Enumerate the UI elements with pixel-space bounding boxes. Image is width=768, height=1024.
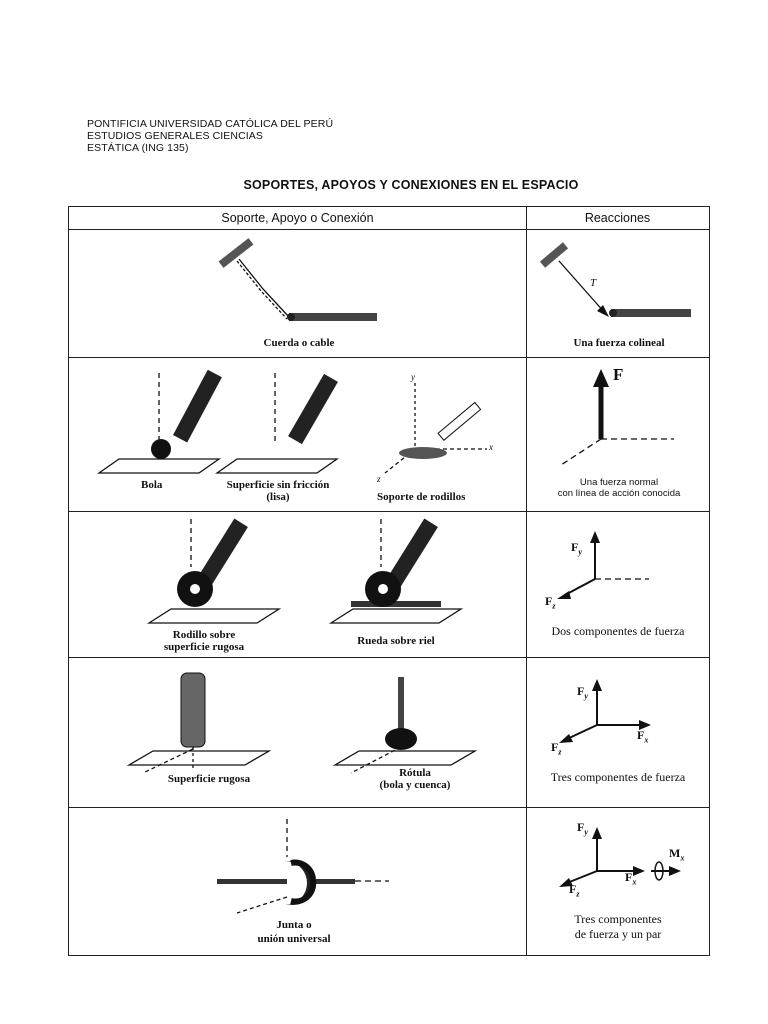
- row-divider: [69, 511, 709, 512]
- support-label: Superficie rugosa: [167, 773, 251, 785]
- university-name: PONTIFICIA UNIVERSIDAD CATÓLICA DEL PERÚ: [87, 118, 334, 130]
- support-label: Rodillo sobre: [172, 629, 236, 641]
- support-label: Rótula: [399, 767, 431, 779]
- force-label: [551, 741, 561, 759]
- ball-support-figure: [99, 367, 219, 487]
- two-components-figure: [539, 529, 699, 609]
- force-label: [571, 541, 582, 559]
- force-symbol: F: [577, 820, 585, 834]
- support-label: unión universal: [257, 933, 331, 945]
- force-subscript: x: [644, 735, 649, 745]
- reaction-label: Dos componentes de fuerza: [551, 624, 685, 638]
- support-label: Bola: [141, 479, 163, 491]
- reaction-label: de fuerza y un par: [574, 927, 662, 941]
- cable-reaction-figure: [539, 239, 699, 329]
- supports-table: [68, 206, 710, 956]
- force-subscript: x: [632, 877, 637, 887]
- moment-subscript: x: [680, 853, 685, 863]
- force-subscript: z: [552, 601, 556, 611]
- row-divider: [69, 229, 709, 230]
- support-label: (bola y cuenca): [379, 779, 451, 791]
- reaction-label: Una fuerza colineal: [573, 337, 665, 349]
- force-symbol: F: [545, 594, 553, 608]
- support-label: Junta o: [276, 919, 312, 931]
- moment-symbol: M: [669, 846, 681, 860]
- force-label: [577, 821, 588, 839]
- force-symbol: F: [577, 684, 585, 698]
- universal-joint-figure: [209, 817, 409, 917]
- force-subscript: z: [558, 747, 562, 757]
- page-title: SOPORTES, APOYOS Y CONEXIONES EN EL ESPACIO: [243, 178, 579, 192]
- rough-surface-figure: [129, 669, 269, 779]
- institution-header: [87, 118, 333, 154]
- support-label: Rueda sobre riel: [357, 635, 435, 647]
- row-divider: [69, 657, 709, 658]
- axis-label-y: y: [411, 372, 415, 382]
- force-symbol: F: [571, 540, 579, 554]
- column-divider: [526, 207, 527, 955]
- force-label: [637, 729, 648, 747]
- force-label: F: [613, 365, 624, 384]
- force-label: [577, 685, 588, 703]
- force-subscript: y: [584, 827, 588, 837]
- support-label: Superficie sin fricción: [226, 479, 330, 491]
- force-label: [569, 883, 579, 901]
- force-symbol: F: [551, 740, 559, 754]
- moment-label: [669, 847, 684, 865]
- support-label: (lisa): [266, 491, 290, 503]
- support-label: superficie rugosa: [163, 641, 245, 653]
- course-name: ESTÁTICA (ING 135): [87, 142, 189, 154]
- roller-support-figure: [375, 369, 505, 479]
- support-label: Cuerda o cable: [263, 337, 335, 349]
- force-symbol: F: [637, 728, 645, 742]
- force-subscript: z: [576, 889, 580, 899]
- force-symbol: F: [625, 870, 633, 884]
- reaction-label: Tres componentes: [574, 912, 662, 926]
- support-label: Soporte de rodillos: [377, 491, 466, 503]
- cable-support-figure: [209, 239, 389, 329]
- column-header-support: Soporte, Apoyo o Conexión: [221, 211, 374, 225]
- reaction-label: Una fuerza normal: [579, 477, 659, 488]
- reaction-label: con línea de acción conocida: [557, 488, 681, 499]
- force-label: [545, 595, 555, 613]
- force-label: [625, 871, 636, 889]
- reaction-label: Tres componentes de fuerza: [550, 770, 686, 784]
- force-symbol: F: [569, 882, 577, 896]
- forces-and-couple-figure: [539, 823, 699, 913]
- force-subscript: y: [584, 691, 588, 701]
- wheel-on-rail-figure: [331, 517, 461, 627]
- row-divider: [69, 357, 709, 358]
- tension-label: T: [590, 277, 597, 289]
- ball-and-socket-figure: [335, 669, 475, 779]
- faculty-name: ESTUDIOS GENERALES CIENCIAS: [87, 130, 263, 142]
- axis-label-x: x: [489, 442, 493, 452]
- roller-rough-surface-figure: [149, 517, 279, 627]
- force-subscript: y: [578, 547, 582, 557]
- axis-label-z: z: [377, 474, 381, 484]
- three-components-figure: [539, 677, 699, 767]
- row-divider: [69, 807, 709, 808]
- frictionless-surface-figure: [217, 367, 337, 487]
- column-header-reactions: Reacciones: [584, 211, 651, 225]
